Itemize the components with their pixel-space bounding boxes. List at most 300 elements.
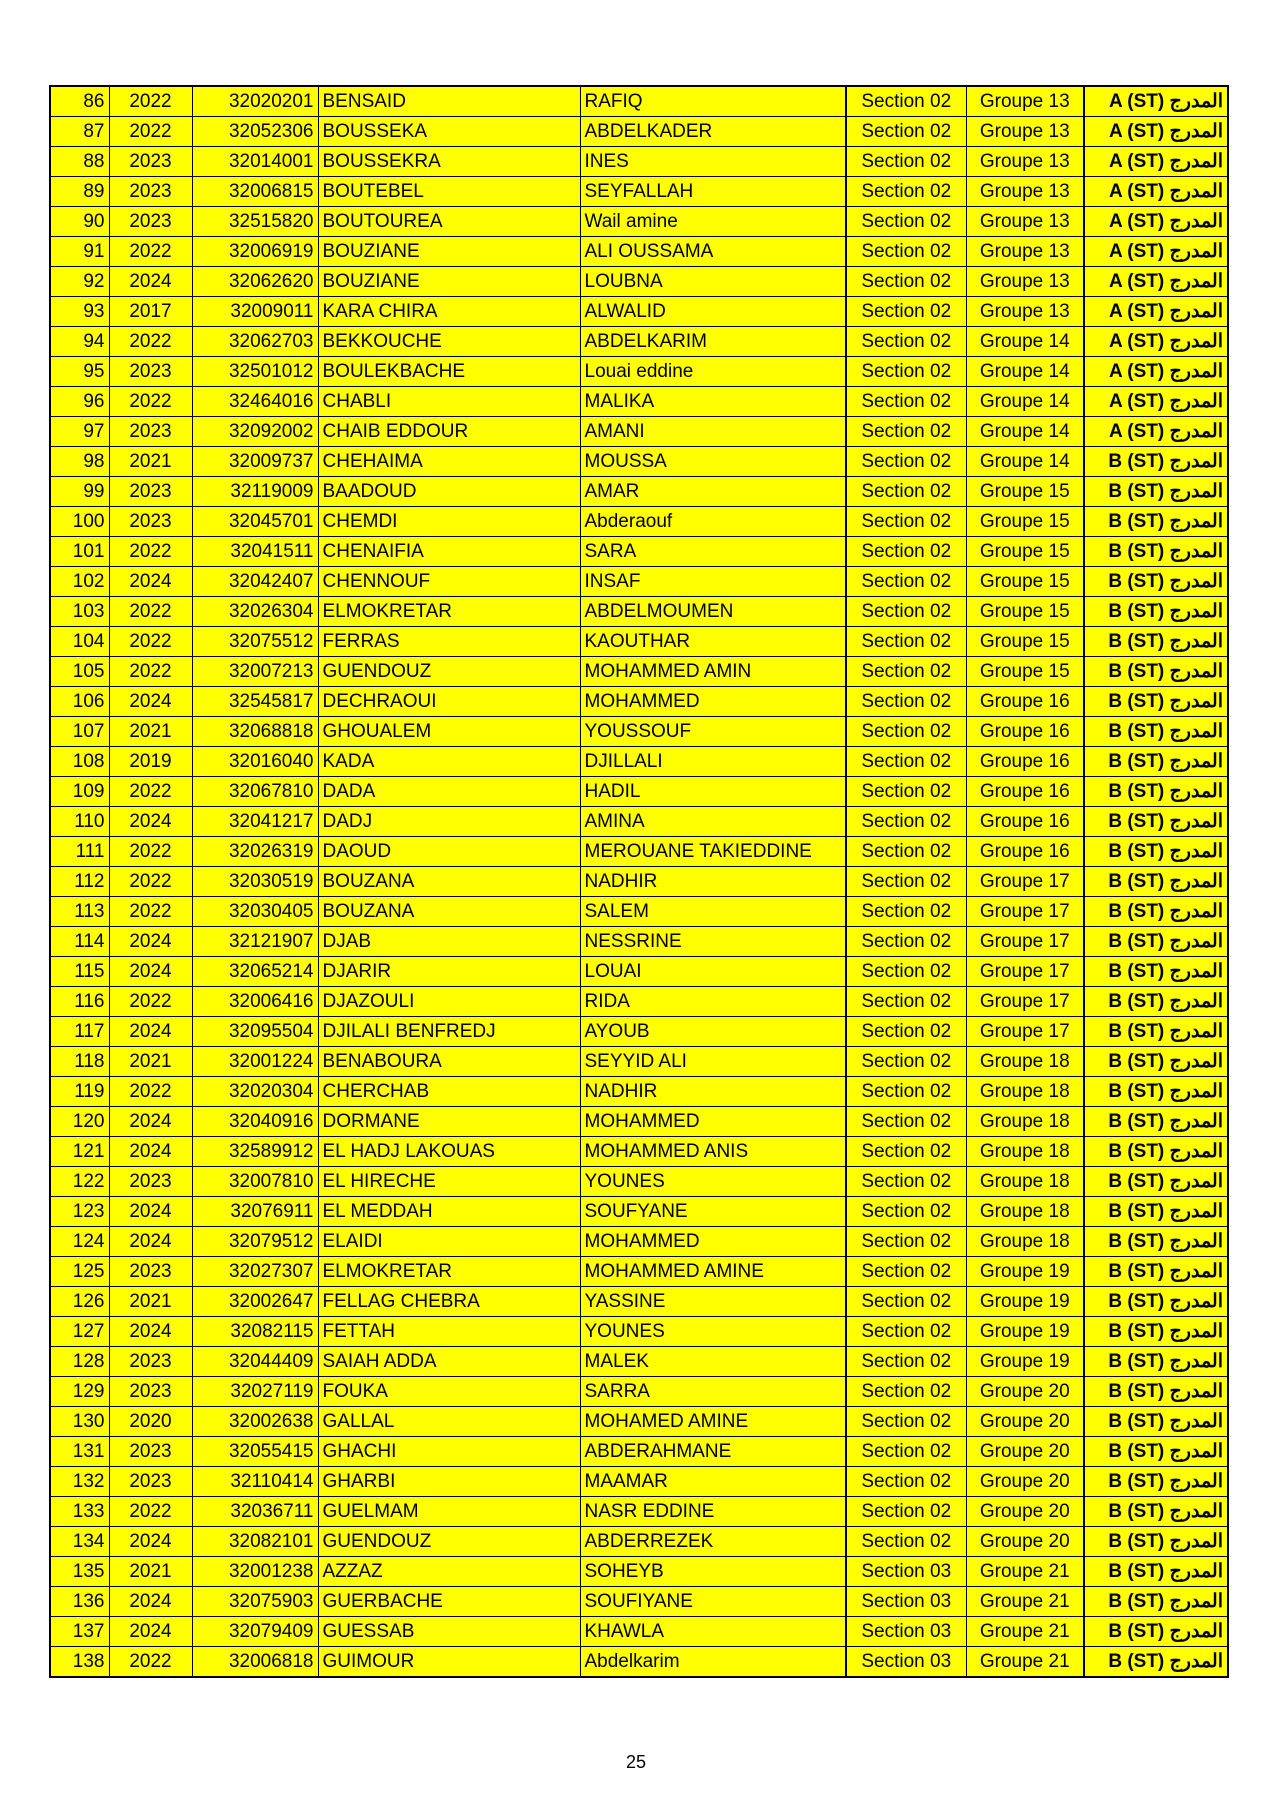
year-cell: 2023 [109,147,192,177]
first-name-cell: MOHAMMED AMINE [580,1257,846,1287]
first-name-cell: AMANI [580,417,846,447]
year-cell: 2023 [109,1437,192,1467]
first-name-cell: AMAR [580,477,846,507]
group-cell: Groupe 13 [966,297,1084,327]
student-list-table [49,85,1229,1678]
amphitheatre-cell: المدرج B (ST) [1084,1557,1228,1587]
last-name-cell: EL HADJ LAKOUAS [318,1137,580,1167]
group-cell: Groupe 17 [966,897,1084,927]
table-row [50,1047,1228,1077]
last-name-cell: BOUSSEKA [318,117,580,147]
section-cell: Section 03 [846,1587,966,1617]
last-name-cell: BOULEKBACHE [318,357,580,387]
last-name-cell: BOUZANA [318,867,580,897]
year-cell: 2022 [109,897,192,927]
section-cell: Section 02 [846,1137,966,1167]
section-cell: Section 02 [846,537,966,567]
amphitheatre-cell: المدرج A (ST) [1084,237,1228,267]
amphitheatre-cell: المدرج B (ST) [1084,627,1228,657]
table-row [50,387,1228,417]
group-cell: Groupe 17 [966,957,1084,987]
table-row [50,327,1228,357]
row-number-cell: 128 [50,1347,109,1377]
table-row [50,1377,1228,1407]
group-cell: Groupe 20 [966,1407,1084,1437]
group-cell: Groupe 19 [966,1347,1084,1377]
last-name-cell: BAADOUD [318,477,580,507]
table-row [50,237,1228,267]
first-name-cell: MOHAMED AMINE [580,1407,846,1437]
amphitheatre-cell: المدرج B (ST) [1084,807,1228,837]
matricule-cell: 32515820 [192,207,318,237]
last-name-cell: BENSAID [318,86,580,117]
section-cell: Section 02 [846,477,966,507]
year-cell: 2017 [109,297,192,327]
first-name-cell: Abdelkarim [580,1647,846,1678]
last-name-cell: FETTAH [318,1317,580,1347]
group-cell: Groupe 15 [966,657,1084,687]
matricule-cell: 32020201 [192,86,318,117]
row-number-cell: 89 [50,177,109,207]
last-name-cell: BOUZIANE [318,267,580,297]
row-number-cell: 111 [50,837,109,867]
last-name-cell: FERRAS [318,627,580,657]
year-cell: 2024 [109,1227,192,1257]
table-row [50,687,1228,717]
row-number-cell: 124 [50,1227,109,1257]
year-cell: 2022 [109,867,192,897]
row-number-cell: 91 [50,237,109,267]
section-cell: Section 02 [846,1347,966,1377]
table-row [50,1077,1228,1107]
amphitheatre-cell: المدرج A (ST) [1084,387,1228,417]
group-cell: Groupe 15 [966,567,1084,597]
last-name-cell: ELMOKRETAR [318,597,580,627]
group-cell: Groupe 18 [966,1167,1084,1197]
table-row [50,177,1228,207]
table-row [50,1017,1228,1047]
matricule-cell: 32041217 [192,807,318,837]
matricule-cell: 32001238 [192,1557,318,1587]
table-row [50,417,1228,447]
amphitheatre-cell: المدرج B (ST) [1084,927,1228,957]
last-name-cell: CHABLI [318,387,580,417]
amphitheatre-cell: المدرج A (ST) [1084,297,1228,327]
year-cell: 2022 [109,837,192,867]
year-cell: 2022 [109,627,192,657]
matricule-cell: 32092002 [192,417,318,447]
last-name-cell: KADA [318,747,580,777]
table-row [50,1647,1228,1678]
row-number-cell: 113 [50,897,109,927]
matricule-cell: 32095504 [192,1017,318,1047]
year-cell: 2024 [109,267,192,297]
section-cell: Section 02 [846,207,966,237]
row-number-cell: 109 [50,777,109,807]
group-cell: Groupe 21 [966,1587,1084,1617]
last-name-cell: SAIAH ADDA [318,1347,580,1377]
last-name-cell: CHENAIFIA [318,537,580,567]
row-number-cell: 107 [50,717,109,747]
matricule-cell: 32006919 [192,237,318,267]
amphitheatre-cell: المدرج B (ST) [1084,1647,1228,1678]
row-number-cell: 125 [50,1257,109,1287]
last-name-cell: CHERCHAB [318,1077,580,1107]
group-cell: Groupe 13 [966,147,1084,177]
group-cell: Groupe 18 [966,1197,1084,1227]
row-number-cell: 86 [50,86,109,117]
amphitheatre-cell: المدرج A (ST) [1084,177,1228,207]
table-row [50,837,1228,867]
year-cell: 2024 [109,1137,192,1167]
last-name-cell: BOUZANA [318,897,580,927]
last-name-cell: GUIMOUR [318,1647,580,1678]
last-name-cell: GHARBI [318,1467,580,1497]
last-name-cell: GHOUALEM [318,717,580,747]
amphitheatre-cell: المدرج B (ST) [1084,567,1228,597]
year-cell: 2022 [109,327,192,357]
section-cell: Section 02 [846,447,966,477]
table-row [50,117,1228,147]
first-name-cell: ABDELMOUMEN [580,597,846,627]
section-cell: Section 02 [846,627,966,657]
table-row [50,1497,1228,1527]
year-cell: 2022 [109,777,192,807]
year-cell: 2024 [109,1107,192,1137]
section-cell: Section 02 [846,237,966,267]
group-cell: Groupe 20 [966,1527,1084,1557]
last-name-cell: CHEMDI [318,507,580,537]
first-name-cell: ABDERAHMANE [580,1437,846,1467]
group-cell: Groupe 14 [966,447,1084,477]
table-row [50,1137,1228,1167]
table-row [50,447,1228,477]
group-cell: Groupe 19 [966,1287,1084,1317]
row-number-cell: 110 [50,807,109,837]
section-cell: Section 02 [846,1497,966,1527]
amphitheatre-cell: المدرج B (ST) [1084,1587,1228,1617]
table-row [50,807,1228,837]
amphitheatre-cell: المدرج B (ST) [1084,1377,1228,1407]
group-cell: Groupe 14 [966,327,1084,357]
row-number-cell: 97 [50,417,109,447]
group-cell: Groupe 15 [966,507,1084,537]
section-cell: Section 03 [846,1557,966,1587]
last-name-cell: BOUZIANE [318,237,580,267]
last-name-cell: BENABOURA [318,1047,580,1077]
table-row [50,1107,1228,1137]
row-number-cell: 126 [50,1287,109,1317]
first-name-cell: MOHAMMED [580,1107,846,1137]
year-cell: 2024 [109,1017,192,1047]
row-number-cell: 117 [50,1017,109,1047]
last-name-cell: GUENDOUZ [318,657,580,687]
matricule-cell: 32082101 [192,1527,318,1557]
section-cell: Section 02 [846,86,966,117]
row-number-cell: 94 [50,327,109,357]
row-number-cell: 121 [50,1137,109,1167]
year-cell: 2024 [109,1197,192,1227]
section-cell: Section 02 [846,1197,966,1227]
group-cell: Groupe 15 [966,537,1084,567]
first-name-cell: SEYYID ALI [580,1047,846,1077]
matricule-cell: 32062703 [192,327,318,357]
section-cell: Section 02 [846,267,966,297]
amphitheatre-cell: المدرج B (ST) [1084,1257,1228,1287]
year-cell: 2024 [109,807,192,837]
amphitheatre-cell: المدرج A (ST) [1084,117,1228,147]
row-number-cell: 93 [50,297,109,327]
group-cell: Groupe 20 [966,1467,1084,1497]
matricule-cell: 32119009 [192,477,318,507]
row-number-cell: 100 [50,507,109,537]
matricule-cell: 32055415 [192,1437,318,1467]
row-number-cell: 99 [50,477,109,507]
year-cell: 2024 [109,1527,192,1557]
year-cell: 2021 [109,1287,192,1317]
year-cell: 2023 [109,177,192,207]
year-cell: 2024 [109,957,192,987]
group-cell: Groupe 13 [966,207,1084,237]
row-number-cell: 88 [50,147,109,177]
section-cell: Section 02 [846,297,966,327]
matricule-cell: 32589912 [192,1137,318,1167]
group-cell: Groupe 16 [966,717,1084,747]
amphitheatre-cell: المدرج B (ST) [1084,447,1228,477]
last-name-cell: GALLAL [318,1407,580,1437]
table-row [50,207,1228,237]
group-cell: Groupe 16 [966,807,1084,837]
matricule-cell: 32026319 [192,837,318,867]
table-row [50,357,1228,387]
year-cell: 2023 [109,1347,192,1377]
table-row [50,747,1228,777]
year-cell: 2023 [109,1377,192,1407]
first-name-cell: LOUAI [580,957,846,987]
row-number-cell: 118 [50,1047,109,1077]
section-cell: Section 02 [846,1107,966,1137]
amphitheatre-cell: المدرج B (ST) [1084,1347,1228,1377]
group-cell: Groupe 15 [966,477,1084,507]
table-row [50,1587,1228,1617]
row-number-cell: 134 [50,1527,109,1557]
row-number-cell: 101 [50,537,109,567]
row-number-cell: 123 [50,1197,109,1227]
section-cell: Section 03 [846,1617,966,1647]
group-cell: Groupe 18 [966,1047,1084,1077]
row-number-cell: 135 [50,1557,109,1587]
year-cell: 2024 [109,687,192,717]
year-cell: 2023 [109,1257,192,1287]
last-name-cell: GUENDOUZ [318,1527,580,1557]
year-cell: 2022 [109,597,192,627]
matricule-cell: 32042407 [192,567,318,597]
group-cell: Groupe 14 [966,417,1084,447]
matricule-cell: 32045701 [192,507,318,537]
group-cell: Groupe 16 [966,837,1084,867]
year-cell: 2022 [109,1077,192,1107]
year-cell: 2023 [109,207,192,237]
year-cell: 2022 [109,987,192,1017]
section-cell: Section 02 [846,387,966,417]
table-row [50,957,1228,987]
section-cell: Section 02 [846,327,966,357]
first-name-cell: ALWALID [580,297,846,327]
amphitheatre-cell: المدرج B (ST) [1084,657,1228,687]
amphitheatre-cell: المدرج B (ST) [1084,987,1228,1017]
amphitheatre-cell: المدرج B (ST) [1084,1467,1228,1497]
last-name-cell: BOUTOUREA [318,207,580,237]
matricule-cell: 32030405 [192,897,318,927]
table-row [50,147,1228,177]
section-cell: Section 02 [846,957,966,987]
matricule-cell: 32068818 [192,717,318,747]
last-name-cell: FELLAG CHEBRA [318,1287,580,1317]
first-name-cell: MAAMAR [580,1467,846,1497]
last-name-cell: DECHRAOUI [318,687,580,717]
last-name-cell: ELAIDI [318,1227,580,1257]
section-cell: Section 02 [846,1287,966,1317]
first-name-cell: ABDELKADER [580,117,846,147]
amphitheatre-cell: المدرج B (ST) [1084,897,1228,927]
group-cell: Groupe 21 [966,1557,1084,1587]
first-name-cell: DJILLALI [580,747,846,777]
first-name-cell: ABDELKARIM [580,327,846,357]
section-cell: Section 02 [846,1047,966,1077]
first-name-cell: LOUBNA [580,267,846,297]
section-cell: Section 02 [846,1227,966,1257]
row-number-cell: 87 [50,117,109,147]
page-number: 25 [625,1752,647,1772]
matricule-cell: 32027119 [192,1377,318,1407]
last-name-cell: DADA [318,777,580,807]
group-cell: Groupe 13 [966,267,1084,297]
section-cell: Section 02 [846,777,966,807]
amphitheatre-cell: المدرج B (ST) [1084,1227,1228,1257]
section-cell: Section 02 [846,1317,966,1347]
table-row [50,987,1228,1017]
section-cell: Section 02 [846,1407,966,1437]
last-name-cell: ELMOKRETAR [318,1257,580,1287]
section-cell: Section 02 [846,177,966,207]
matricule-cell: 32002638 [192,1407,318,1437]
table-row [50,1467,1228,1497]
matricule-cell: 32007810 [192,1167,318,1197]
matricule-cell: 32121907 [192,927,318,957]
amphitheatre-cell: المدرج A (ST) [1084,417,1228,447]
first-name-cell: YOUNES [580,1167,846,1197]
first-name-cell: KAOUTHAR [580,627,846,657]
section-cell: Section 02 [846,717,966,747]
table-row [50,657,1228,687]
year-cell: 2022 [109,537,192,567]
first-name-cell: YASSINE [580,1287,846,1317]
amphitheatre-cell: المدرج A (ST) [1084,327,1228,357]
year-cell: 2023 [109,507,192,537]
section-cell: Section 02 [846,657,966,687]
last-name-cell: BOUSSEKRA [318,147,580,177]
matricule-cell: 32110414 [192,1467,318,1497]
year-cell: 2024 [109,1317,192,1347]
year-cell: 2023 [109,1167,192,1197]
table-row [50,1347,1228,1377]
group-cell: Groupe 21 [966,1617,1084,1647]
matricule-cell: 32006818 [192,1647,318,1678]
group-cell: Groupe 16 [966,687,1084,717]
row-number-cell: 130 [50,1407,109,1437]
row-number-cell: 116 [50,987,109,1017]
last-name-cell: DORMANE [318,1107,580,1137]
first-name-cell: AYOUB [580,1017,846,1047]
first-name-cell: RAFIQ [580,86,846,117]
year-cell: 2024 [109,1617,192,1647]
matricule-cell: 32062620 [192,267,318,297]
row-number-cell: 119 [50,1077,109,1107]
section-cell: Section 02 [846,1077,966,1107]
first-name-cell: NESSRINE [580,927,846,957]
group-cell: Groupe 19 [966,1317,1084,1347]
matricule-cell: 32030519 [192,867,318,897]
matricule-cell: 32067810 [192,777,318,807]
first-name-cell: AMINA [580,807,846,837]
first-name-cell: NADHIR [580,867,846,897]
matricule-cell: 32009737 [192,447,318,477]
table-row [50,1167,1228,1197]
first-name-cell: MOHAMMED [580,687,846,717]
amphitheatre-cell: المدرج B (ST) [1084,777,1228,807]
section-cell: Section 02 [846,807,966,837]
group-cell: Groupe 20 [966,1377,1084,1407]
first-name-cell: MOHAMMED [580,1227,846,1257]
section-cell: Section 02 [846,837,966,867]
row-number-cell: 129 [50,1377,109,1407]
year-cell: 2022 [109,117,192,147]
row-number-cell: 122 [50,1167,109,1197]
amphitheatre-cell: المدرج A (ST) [1084,147,1228,177]
group-cell: Groupe 18 [966,1107,1084,1137]
group-cell: Groupe 20 [966,1497,1084,1527]
group-cell: Groupe 13 [966,117,1084,147]
section-cell: Section 02 [846,1437,966,1467]
group-cell: Groupe 16 [966,747,1084,777]
last-name-cell: GHACHI [318,1437,580,1467]
matricule-cell: 32001224 [192,1047,318,1077]
first-name-cell: SALEM [580,897,846,927]
first-name-cell: INSAF [580,567,846,597]
row-number-cell: 90 [50,207,109,237]
last-name-cell: DJAZOULI [318,987,580,1017]
matricule-cell: 32020304 [192,1077,318,1107]
matricule-cell: 32044409 [192,1347,318,1377]
last-name-cell: FOUKA [318,1377,580,1407]
table-row [50,297,1228,327]
first-name-cell: RIDA [580,987,846,1017]
group-cell: Groupe 13 [966,237,1084,267]
table-row [50,567,1228,597]
amphitheatre-cell: المدرج B (ST) [1084,507,1228,537]
year-cell: 2022 [109,387,192,417]
matricule-cell: 32075512 [192,627,318,657]
row-number-cell: 92 [50,267,109,297]
amphitheatre-cell: المدرج B (ST) [1084,837,1228,867]
year-cell: 2024 [109,567,192,597]
table-row [50,1437,1228,1467]
table-row [50,1407,1228,1437]
first-name-cell: MALEK [580,1347,846,1377]
section-cell: Section 02 [846,117,966,147]
group-cell: Groupe 17 [966,927,1084,957]
row-number-cell: 120 [50,1107,109,1137]
